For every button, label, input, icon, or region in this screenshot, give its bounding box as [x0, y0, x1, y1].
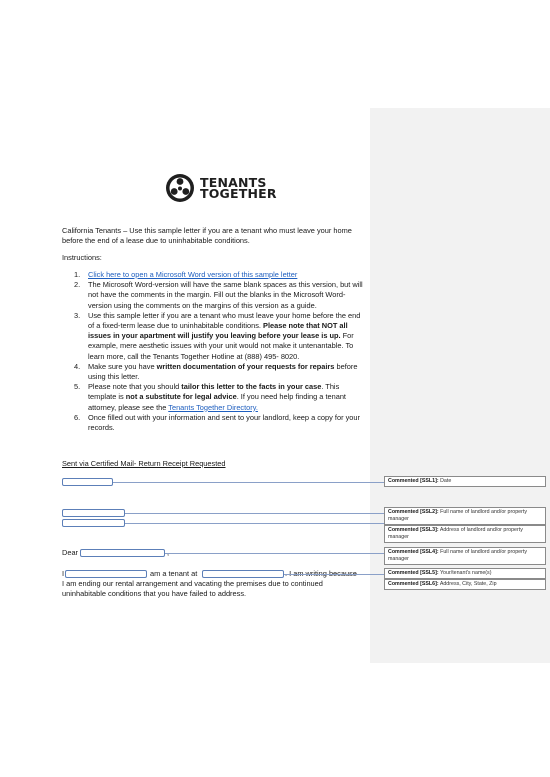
comment-body: Full name of landlord and/or property manager	[388, 509, 527, 523]
comment-body: Date	[440, 478, 452, 484]
comment-body: Address, City, State, Zip	[439, 581, 497, 587]
sent-via-line: Sent via Certified Mail- Return Receipt Requested	[62, 459, 226, 468]
tenant-name-field[interactable]	[65, 570, 147, 578]
comment-ssl5[interactable]	[384, 568, 546, 579]
comment-body: Full name of landlord and/or property manager	[388, 549, 527, 563]
intro-paragraph: California Tenants – Use this sample letter if you are a tenant who must leave your home before the end of a lease due to uninhabitable conditions.	[62, 226, 352, 246]
list-item	[62, 382, 366, 413]
logo-people-icon	[165, 173, 195, 203]
dear-name-field[interactable]	[80, 549, 165, 557]
instructions-label: Instructions:	[62, 253, 102, 262]
landlord-address-field[interactable]	[62, 519, 125, 527]
landlord-name-field[interactable]	[62, 509, 125, 517]
comment-author: Commented [SSL5]:	[388, 570, 439, 576]
comment-ssl2[interactable]	[384, 507, 546, 525]
letter-line-3: uninhabitable conditions that you have failed to address.	[62, 589, 247, 598]
list-number: 1.	[74, 270, 81, 279]
logo-line-1: TENANTS	[200, 174, 267, 190]
comment-ssl4[interactable]	[384, 547, 546, 565]
dear-punct: ,	[167, 548, 170, 557]
comment-body: Your/tenant's name(s)	[440, 570, 492, 576]
list-text: before using this letter.	[88, 361, 358, 382]
comment-body: Address of landlord and/or property manager	[388, 527, 523, 541]
list-text: Make sure you have	[88, 361, 157, 371]
list-text-bold: written documentation of your requests for repairs	[156, 361, 335, 371]
list-text: . If you need help finding a tenant attorney, please see the	[88, 392, 346, 412]
comment-ssl6[interactable]	[384, 579, 546, 590]
am-tenant-text: am a tenant at	[150, 569, 198, 578]
comment-connector	[284, 574, 384, 575]
tenant-address-field[interactable]	[202, 570, 284, 578]
list-item	[62, 413, 366, 433]
comment-connector	[125, 513, 384, 514]
comment-author: Commented [SSL6]:	[388, 581, 439, 587]
list-text-bold: Please note that NOT all issues in your apartment will justify you leaving before your lease is up.	[88, 321, 348, 341]
writing-because-text: . I am writing because	[285, 569, 357, 578]
comment-connector	[165, 553, 384, 554]
list-item	[62, 280, 366, 311]
comment-author: Commented [SSL2]:	[388, 509, 439, 515]
list-text: Please note that you should	[88, 382, 182, 392]
list-text: For example, mere aesthetic issues with your unit would not make it untenantable. To learn more, call the Tenants Together Hotline at (888) 495- 8020.	[88, 331, 354, 361]
list-item	[62, 270, 366, 280]
list-text-bold: not a substitute for legal advice	[125, 392, 237, 402]
word-version-link[interactable]: Click here to open a Microsoft Word version of this sample letter	[88, 270, 298, 279]
list-text-bold: tailor this letter to the facts in your case	[181, 382, 322, 392]
i-prefix: I	[62, 569, 65, 578]
tenants-together-logo	[165, 173, 277, 203]
comment-ssl3[interactable]	[384, 525, 546, 543]
directory-link[interactable]: Tenants Together Directory.	[168, 402, 258, 412]
date-field[interactable]	[62, 478, 113, 486]
logo-wordmark	[200, 174, 277, 201]
comment-author: Commented [SSL4]:	[388, 549, 439, 555]
comment-author: Commented [SSL3]:	[388, 527, 439, 533]
list-item	[62, 311, 366, 362]
list-number: 6.	[74, 412, 81, 422]
list-text: The Microsoft Word-version will have the same blank spaces as this version, but will not have the comments in the margin. Fill out the blanks in the Microsoft Word-version using the comments on the margins of this version as a guide.	[88, 280, 363, 310]
instructions-list	[62, 270, 366, 433]
comment-connector	[113, 482, 384, 483]
list-item	[62, 362, 366, 382]
list-number: 4.	[74, 361, 81, 371]
list-text: Once filled out with your information and sent to your landlord, keep a copy for your records.	[88, 412, 360, 433]
letter-line-2: I am ending our rental arrangement and vacating the premises due to continued	[62, 579, 323, 588]
list-number: 2.	[74, 280, 81, 290]
list-text: Use this sample letter if you are a tenant who must leave your home before the end of a fixed-term lease due to uninhabitable conditions.	[88, 310, 361, 331]
comment-ssl1[interactable]	[384, 476, 546, 487]
list-number: 5.	[74, 382, 81, 392]
dear-label: Dear	[62, 548, 79, 557]
list-text: . This template is	[88, 382, 340, 402]
comment-connector	[125, 523, 384, 524]
logo-line-2: TOGETHER	[200, 186, 277, 201]
list-number: 3.	[74, 310, 81, 320]
comment-author: Commented [SSL1]:	[388, 478, 439, 484]
